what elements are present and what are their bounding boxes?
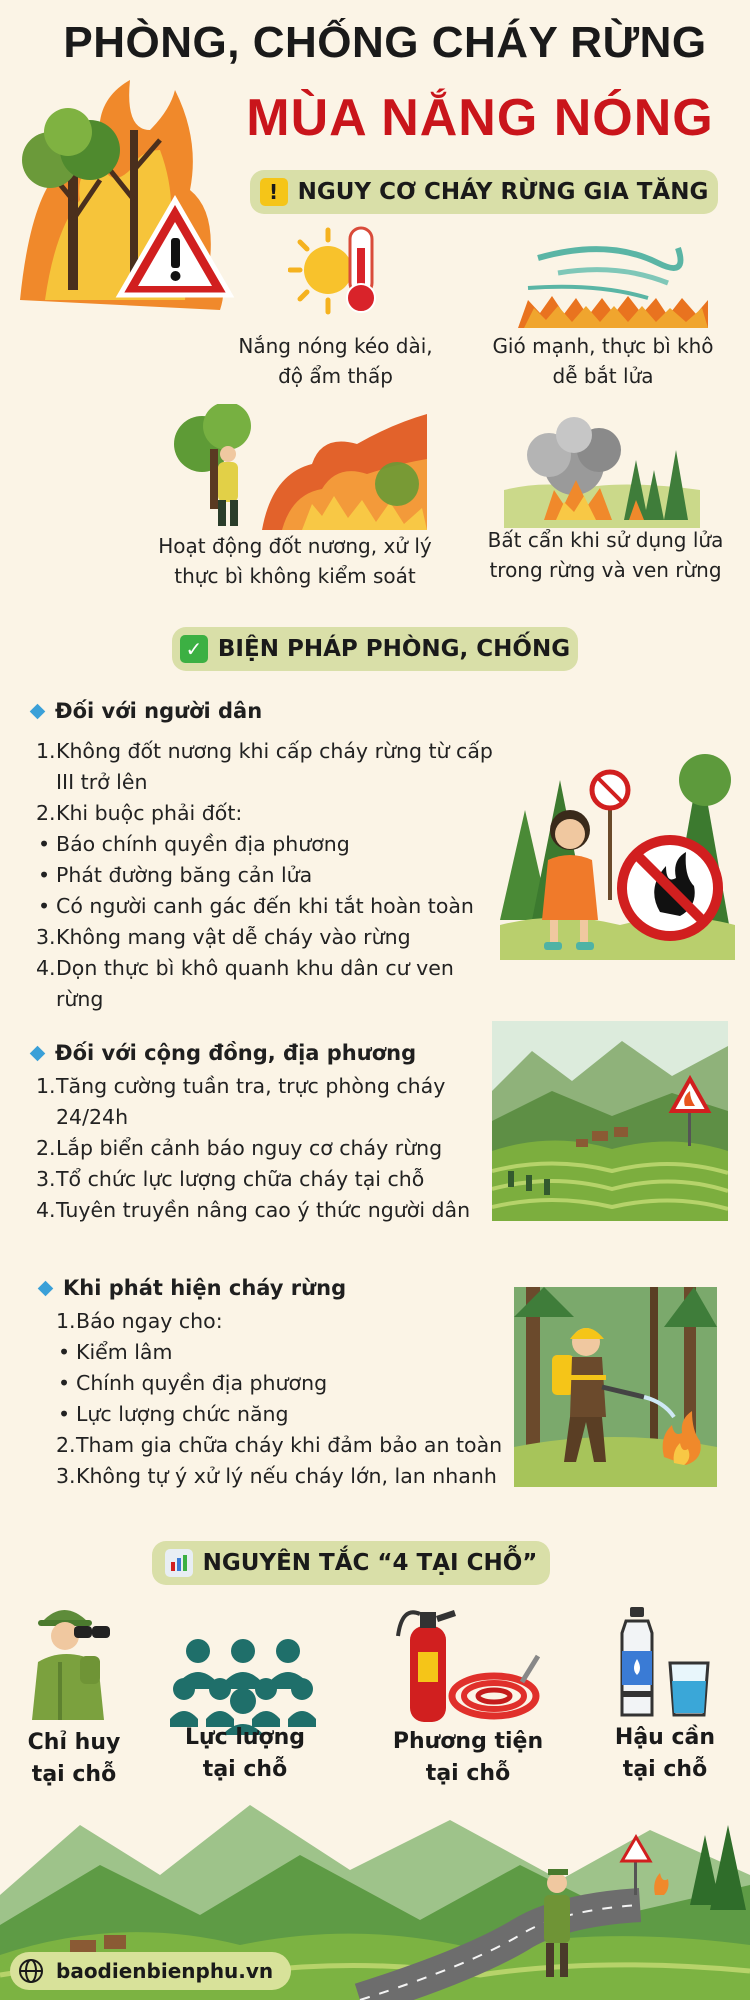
bar-chart-icon: [165, 1549, 193, 1577]
list-item: • Báo chính quyền địa phương: [38, 832, 350, 856]
detect-title-text: Khi phát hiện cháy rừng: [63, 1276, 347, 1300]
list-item: • Chính quyền địa phương: [58, 1371, 328, 1395]
detect-title: [40, 1276, 346, 1300]
site-badge[interactable]: [10, 1952, 291, 1990]
residents-title-text: Đối với người dân: [55, 699, 263, 723]
water-supplies-icon: [616, 1607, 714, 1719]
globe-icon: [18, 1958, 44, 1984]
list-item: 3. Không mang vật dễ cháy vào rừng: [36, 925, 411, 949]
risk-item-carelessness: Bất cẩn khi sử dụng lửa trong rừng và ven rừng: [487, 528, 724, 582]
principle-force-label: Lực lượng tại chỗ: [184, 1725, 306, 1782]
principle-command-label: Chỉ huy tại chỗ: [27, 1730, 121, 1787]
ranger-binoculars-icon: [28, 1596, 124, 1720]
forest-fire-warning-illustration: [0, 50, 240, 320]
page-title-line1: PHÒNG, CHỐNG CHÁY RỪNG: [63, 18, 707, 67]
slash-burning-icon: [172, 404, 427, 530]
check-icon: ✓: [180, 635, 208, 663]
list-item: 1. Tăng cường tuần tra, trực phòng cháy 24/24h: [36, 1074, 446, 1129]
list-item: 2. Khi buộc phải đốt:: [36, 801, 243, 825]
forest-fire-smoke-icon: [504, 410, 700, 528]
list-item: 2. Lắp biển cảnh báo nguy cơ cháy rừng: [36, 1136, 443, 1160]
fire-extinguisher-hose-icon: [392, 1596, 540, 1726]
measures-heading: [172, 627, 578, 671]
list-item: 2. Tham gia chữa cháy khi đảm bảo an toàn: [56, 1433, 503, 1457]
principle-equipment-label: Phương tiện tại chỗ: [392, 1729, 544, 1786]
measures-heading-text: BIỆN PHÁP PHÒNG, CHỐNG: [217, 636, 571, 662]
community-list: [36, 1071, 476, 1226]
wind-dry-leaves-icon: [518, 228, 708, 328]
site-link[interactable]: baodienbienphu.vn: [56, 1959, 274, 1983]
residents-list: [36, 736, 506, 1015]
detect-list: [56, 1306, 526, 1492]
list-item: 1. Báo ngay cho:: [56, 1309, 223, 1333]
list-item: 3. Không tự ý xử lý nếu cháy lớn, lan nhanh: [56, 1464, 497, 1488]
page-title-line2: MÙA NẮNG NÓNG: [246, 89, 714, 147]
diamond-bullet-icon: [30, 703, 46, 719]
no-fire-sign-illustration: [500, 720, 735, 960]
principle-heading-text: NGUYÊN TẮC “4 TẠI CHỖ”: [202, 1550, 538, 1576]
diamond-bullet-icon: [30, 1045, 46, 1061]
village-patrol-illustration: [492, 1021, 728, 1221]
list-item: 4. Dọn thực bì khô quanh khu dân cư ven rừng: [36, 956, 454, 1011]
list-item: 3. Tổ chức lực lượng chữa cháy tại chỗ: [36, 1167, 425, 1191]
risk-item-burning: Hoạt động đốt nương, xử lý thực bì không kiểm soát: [158, 534, 432, 588]
principle-heading: [152, 1541, 550, 1585]
list-item: 1. Không đốt nương khi cấp cháy rừng từ cấp III trở lên: [36, 739, 493, 794]
list-item: • Phát đường băng cản lửa: [38, 863, 313, 887]
community-title-text: Đối với cộng đồng, địa phương: [55, 1041, 417, 1065]
sun-thermometer-icon: [288, 222, 388, 320]
risk-heading: [250, 170, 718, 214]
list-item: • Kiểm lâm: [58, 1340, 173, 1364]
principle-logistics-label: Hậu cần tại chỗ: [614, 1725, 716, 1782]
risk-item-wind: Gió mạnh, thực bì khô dễ bắt lửa: [492, 334, 714, 388]
list-item: • Có người canh gác đến khi tắt hoàn toàn: [38, 894, 474, 918]
warning-icon: !: [260, 178, 288, 206]
risk-item-heat: Nắng nóng kéo dài, độ ẩm thấp: [238, 334, 433, 388]
list-item: • Lực lượng chức năng: [58, 1402, 289, 1426]
risk-heading-text: NGUY CƠ CHÁY RỪNG GIA TĂNG: [297, 179, 709, 205]
residents-title: [32, 699, 262, 723]
list-item: 4. Tuyên truyền nâng cao ý thức người dân: [36, 1198, 471, 1222]
community-title: [32, 1041, 416, 1065]
diamond-bullet-icon: [38, 1280, 54, 1296]
firefighter-illustration: [514, 1287, 717, 1487]
